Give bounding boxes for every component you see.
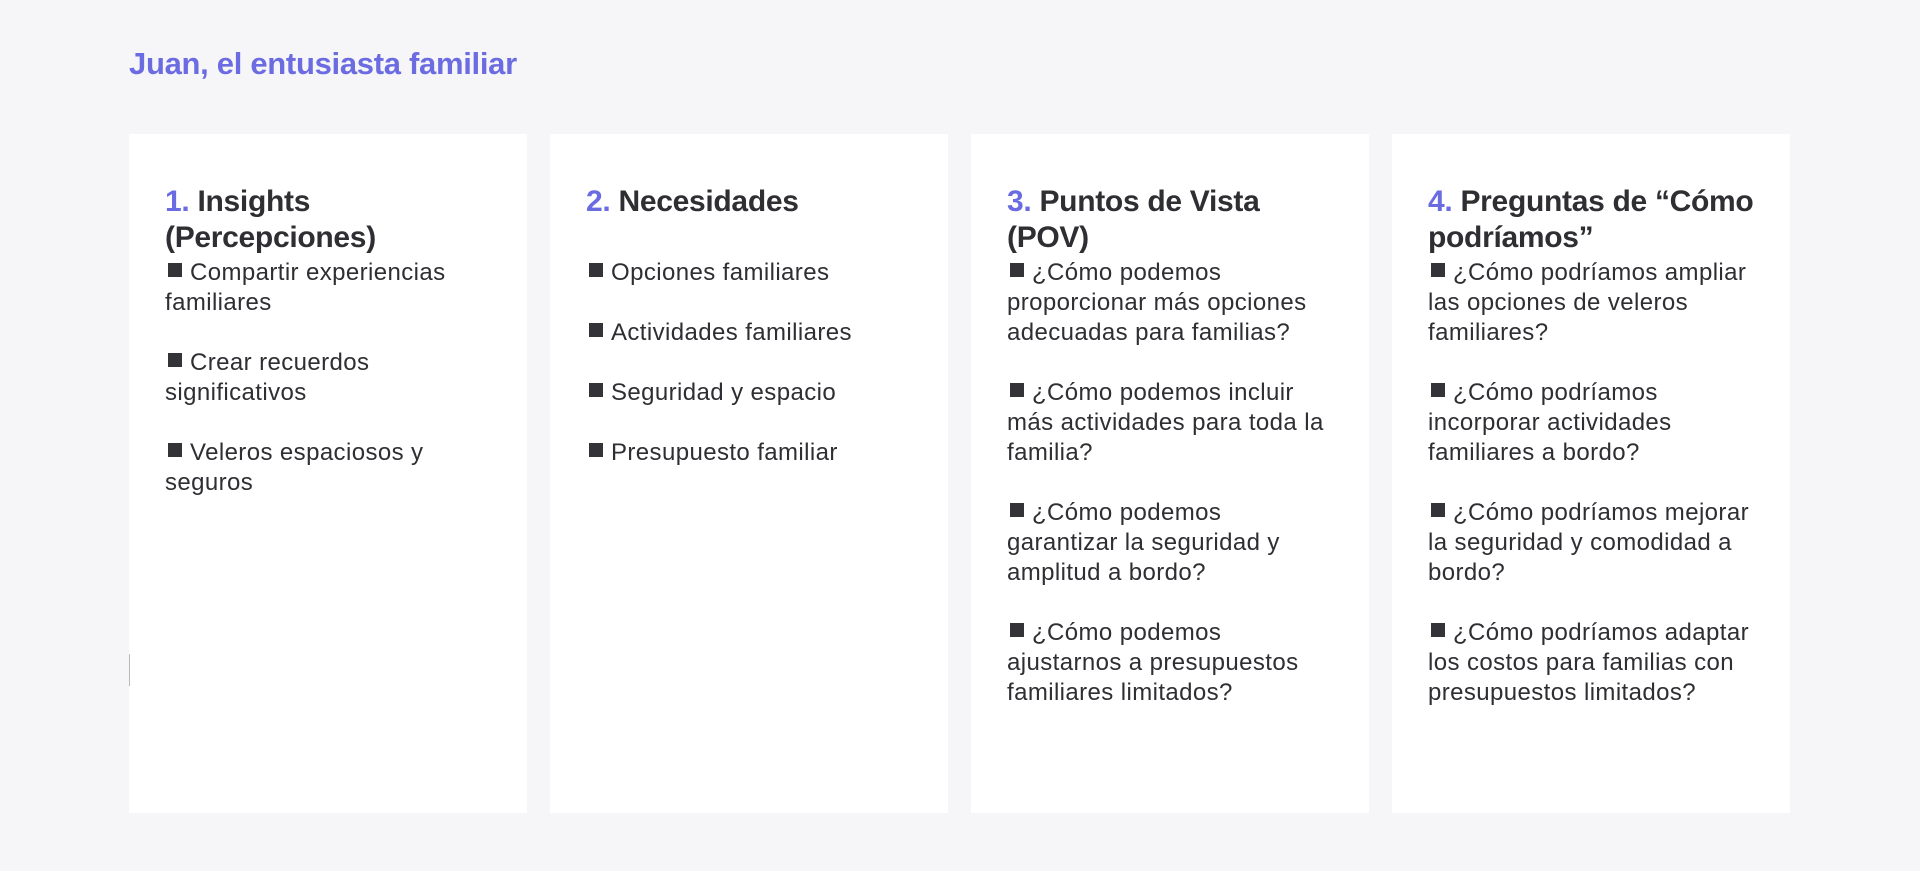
square-bullet-icon: [589, 383, 603, 397]
list-item-text: Presupuesto familiar: [611, 439, 838, 466]
card-heading: [1428, 184, 1754, 256]
list-item-text: Crear recuerdos significativos: [165, 349, 370, 406]
card-insights: [129, 134, 527, 813]
card-grid: [129, 134, 1790, 813]
card-list: [1007, 258, 1333, 708]
square-bullet-icon: [1431, 383, 1445, 397]
list-item: [1007, 258, 1333, 348]
card-number: 3.: [1007, 185, 1032, 218]
list-item: [586, 438, 912, 468]
list-item-text: ¿Cómo podemos proporcionar más opciones adecuadas para familias?: [1007, 259, 1307, 346]
list-item-text: ¿Cómo podríamos adaptar los costos para familias con presupuestos limitados?: [1428, 619, 1750, 706]
card-number: 2.: [586, 185, 611, 218]
list-item-text: ¿Cómo podríamos incorporar actividades familiares a bordo?: [1428, 379, 1672, 466]
square-bullet-icon: [1010, 623, 1024, 637]
card-necesidades: [550, 134, 948, 813]
card-title: Necesidades: [618, 185, 799, 218]
card-title: Preguntas de “Cómo podríamos”: [1428, 185, 1754, 254]
square-bullet-icon: [1010, 503, 1024, 517]
square-bullet-icon: [589, 263, 603, 277]
list-item: [165, 348, 491, 408]
list-item: [586, 318, 912, 348]
page-title: Juan, el entusiasta familiar: [129, 46, 517, 81]
list-item: [586, 258, 912, 288]
card-list: [586, 258, 912, 468]
list-item-text: ¿Cómo podemos ajustarnos a presupuestos familiares limitados?: [1007, 619, 1299, 706]
list-item: [1428, 258, 1754, 348]
square-bullet-icon: [168, 353, 182, 367]
list-item: [1007, 618, 1333, 708]
square-bullet-icon: [1431, 503, 1445, 517]
card-title: Puntos de Vista (POV): [1007, 185, 1260, 254]
card-como-podriamos: [1392, 134, 1790, 813]
list-item-text: ¿Cómo podemos garantizar la seguridad y amplitud a bordo?: [1007, 499, 1280, 586]
list-item-text: ¿Cómo podríamos ampliar las opciones de veleros familiares?: [1428, 259, 1747, 346]
square-bullet-icon: [1431, 263, 1445, 277]
square-bullet-icon: [1010, 263, 1024, 277]
card-heading: [586, 184, 912, 220]
list-item-text: ¿Cómo podemos incluir más actividades para toda la familia?: [1007, 379, 1324, 466]
list-item: [1428, 378, 1754, 468]
card-pov: [971, 134, 1369, 813]
card-number: 4.: [1428, 185, 1453, 218]
list-item: [586, 378, 912, 408]
list-item-text: Actividades familiares: [611, 319, 852, 346]
square-bullet-icon: [168, 263, 182, 277]
square-bullet-icon: [589, 323, 603, 337]
card-number: 1.: [165, 185, 190, 218]
list-item: [1428, 618, 1754, 708]
square-bullet-icon: [589, 443, 603, 457]
card-list: [1428, 258, 1754, 708]
list-item-text: Seguridad y espacio: [611, 379, 837, 406]
card-title: Insights (Percepciones): [165, 185, 376, 254]
list-item: [165, 438, 491, 498]
square-bullet-icon: [168, 443, 182, 457]
list-item-text: Veleros espaciosos y seguros: [165, 439, 424, 496]
card-heading: [1007, 184, 1333, 256]
list-item-text: Opciones familiares: [611, 259, 830, 286]
text-cursor: [129, 654, 130, 686]
card-heading: [165, 184, 491, 256]
list-item: [1428, 498, 1754, 588]
list-item-text: Compartir experiencias familiares: [165, 259, 446, 316]
card-list: [165, 258, 491, 498]
square-bullet-icon: [1431, 623, 1445, 637]
list-item-text: ¿Cómo podríamos mejorar la seguridad y comodidad a bordo?: [1428, 499, 1749, 586]
list-item: [1007, 378, 1333, 468]
list-item: [1007, 498, 1333, 588]
list-item: [165, 258, 491, 318]
square-bullet-icon: [1010, 383, 1024, 397]
